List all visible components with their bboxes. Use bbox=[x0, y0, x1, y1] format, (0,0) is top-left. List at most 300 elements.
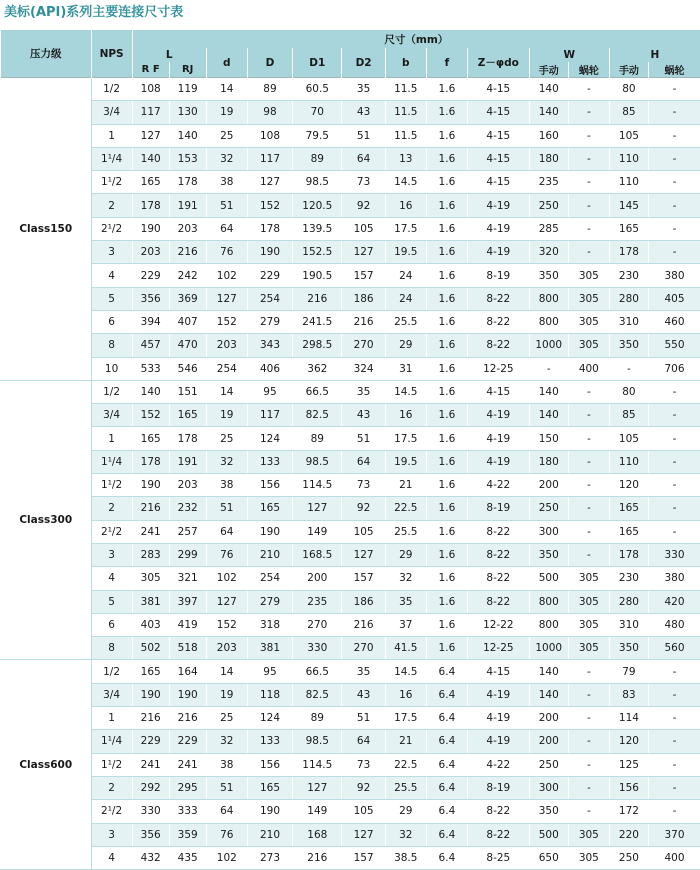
D1-cell: 200 bbox=[293, 567, 342, 590]
b-cell: 25.5 bbox=[385, 310, 426, 333]
l-rj-cell: 216 bbox=[169, 241, 206, 264]
h-worm-cell: 550 bbox=[648, 334, 700, 357]
w-worm-cell: - bbox=[568, 683, 609, 706]
D1-header: D1 bbox=[293, 48, 342, 78]
b-header: b bbox=[385, 48, 426, 78]
b-cell: 24 bbox=[385, 264, 426, 287]
b-cell: 24 bbox=[385, 287, 426, 310]
D-cell: 406 bbox=[247, 357, 292, 380]
b-cell: 19.5 bbox=[385, 241, 426, 264]
w-worm-cell: - bbox=[568, 124, 609, 147]
nps-cell: 3 bbox=[91, 543, 132, 566]
f-cell: 6.4 bbox=[426, 776, 467, 799]
table-row bbox=[1, 846, 700, 869]
l-rf-cell: 330 bbox=[132, 800, 169, 823]
z-phi-do-cell: 4-22 bbox=[467, 474, 529, 497]
l-rj-cell: 191 bbox=[169, 194, 206, 217]
h-worm-cell: - bbox=[648, 730, 700, 753]
table-row bbox=[1, 567, 700, 590]
d-cell: 102 bbox=[206, 846, 247, 869]
w-worm-cell: 305 bbox=[568, 264, 609, 287]
table-header bbox=[1, 30, 700, 78]
nps-cell: 3/4 bbox=[91, 683, 132, 706]
l-rj-cell: 216 bbox=[169, 707, 206, 730]
D1-cell: 139.5 bbox=[293, 217, 342, 240]
l-rj-cell: 130 bbox=[169, 101, 206, 124]
w-worm-cell: - bbox=[568, 730, 609, 753]
h-manual-cell: 156 bbox=[609, 776, 648, 799]
D1-cell: 98.5 bbox=[293, 171, 342, 194]
h-worm-cell: - bbox=[648, 776, 700, 799]
nps-cell: 1¹/2 bbox=[91, 171, 132, 194]
h-manual-cell: 165 bbox=[609, 520, 648, 543]
D1-cell: 60.5 bbox=[293, 78, 342, 101]
l-rj-cell: 419 bbox=[169, 613, 206, 636]
w-worm-cell: 305 bbox=[568, 310, 609, 333]
pressure-class-cell: Class600 bbox=[1, 660, 92, 870]
nps-cell: 1/2 bbox=[91, 380, 132, 403]
table-row bbox=[1, 357, 700, 380]
f-cell: 1.6 bbox=[426, 264, 467, 287]
l-rf-cell: 533 bbox=[132, 357, 169, 380]
f-cell: 1.6 bbox=[426, 637, 467, 660]
w-worm-cell: - bbox=[568, 474, 609, 497]
b-cell: 17.5 bbox=[385, 707, 426, 730]
D2-cell: 105 bbox=[342, 800, 385, 823]
D1-cell: 66.5 bbox=[293, 380, 342, 403]
b-cell: 19.5 bbox=[385, 450, 426, 473]
D2-cell: 127 bbox=[342, 543, 385, 566]
z-phi-do-cell: 4-19 bbox=[467, 241, 529, 264]
w-manual-cell: 160 bbox=[529, 124, 568, 147]
l-rj-cell: 397 bbox=[169, 590, 206, 613]
table-row bbox=[1, 474, 700, 497]
D1-cell: 149 bbox=[293, 520, 342, 543]
z-phi-do-cell: 8-19 bbox=[467, 497, 529, 520]
l-rf-cell: 140 bbox=[132, 147, 169, 170]
z-phi-do-cell: 4-15 bbox=[467, 380, 529, 403]
nps-cell: 1 bbox=[91, 707, 132, 730]
D2-cell: 64 bbox=[342, 730, 385, 753]
w-manual-cell: 1000 bbox=[529, 334, 568, 357]
w-manual-cell: 350 bbox=[529, 800, 568, 823]
f-cell: 1.6 bbox=[426, 567, 467, 590]
h-manual-cell: 80 bbox=[609, 78, 648, 101]
table-row bbox=[1, 660, 700, 683]
z-phi-do-cell: 8-22 bbox=[467, 287, 529, 310]
z-phi-do-cell: 8-22 bbox=[467, 823, 529, 846]
l-rf-cell: 152 bbox=[132, 404, 169, 427]
l-rf-cell: 178 bbox=[132, 450, 169, 473]
nps-cell: 2¹/2 bbox=[91, 217, 132, 240]
l-rj-cell: 119 bbox=[169, 78, 206, 101]
D2-cell: 43 bbox=[342, 404, 385, 427]
f-cell: 1.6 bbox=[426, 287, 467, 310]
D-cell: 152 bbox=[247, 194, 292, 217]
d-cell: 102 bbox=[206, 567, 247, 590]
l-rf-cell: 216 bbox=[132, 497, 169, 520]
D2-cell: 105 bbox=[342, 520, 385, 543]
h-worm-cell: 405 bbox=[648, 287, 700, 310]
h-manual-cell: 105 bbox=[609, 427, 648, 450]
D2-cell: 157 bbox=[342, 264, 385, 287]
l-rf-cell: 432 bbox=[132, 846, 169, 869]
w-worm-cell: - bbox=[568, 800, 609, 823]
b-cell: 25.5 bbox=[385, 776, 426, 799]
D1-cell: 98.5 bbox=[293, 450, 342, 473]
D-cell: 124 bbox=[247, 427, 292, 450]
nps-cell: 1¹/2 bbox=[91, 753, 132, 776]
d-cell: 76 bbox=[206, 241, 247, 264]
b-cell: 14.5 bbox=[385, 660, 426, 683]
D2-cell: 216 bbox=[342, 613, 385, 636]
nps-cell: 4 bbox=[91, 846, 132, 869]
w-worm-cell: - bbox=[568, 78, 609, 101]
w-worm-cell: 305 bbox=[568, 846, 609, 869]
nps-cell: 1 bbox=[91, 427, 132, 450]
w-manual-cell: 140 bbox=[529, 404, 568, 427]
l-rj-cell: 151 bbox=[169, 380, 206, 403]
table-row bbox=[1, 194, 700, 217]
h-worm-cell: 560 bbox=[648, 637, 700, 660]
D-cell: 279 bbox=[247, 590, 292, 613]
D2-cell: 157 bbox=[342, 846, 385, 869]
D-cell: 273 bbox=[247, 846, 292, 869]
D-cell: 156 bbox=[247, 753, 292, 776]
l-rj-cell: 435 bbox=[169, 846, 206, 869]
z-phi-do-cell: 4-15 bbox=[467, 78, 529, 101]
D-cell: 108 bbox=[247, 124, 292, 147]
D1-cell: 190.5 bbox=[293, 264, 342, 287]
D-header: D bbox=[247, 48, 292, 78]
z-phi-do-cell: 8-22 bbox=[467, 543, 529, 566]
w-worm-cell: 305 bbox=[568, 637, 609, 660]
table-row bbox=[1, 730, 700, 753]
D1-cell: 114.5 bbox=[293, 474, 342, 497]
f-cell: 1.6 bbox=[426, 171, 467, 194]
D1-cell: 270 bbox=[293, 613, 342, 636]
nps-cell: 2 bbox=[91, 776, 132, 799]
H-worm-header: 蜗轮 bbox=[648, 62, 700, 78]
w-manual-cell: 1000 bbox=[529, 637, 568, 660]
D1-cell: 362 bbox=[293, 357, 342, 380]
table-row bbox=[1, 78, 700, 101]
L-header: L bbox=[132, 48, 206, 62]
b-cell: 32 bbox=[385, 823, 426, 846]
h-manual-cell: 310 bbox=[609, 310, 648, 333]
f-cell: 1.6 bbox=[426, 497, 467, 520]
h-manual-cell: - bbox=[609, 357, 648, 380]
h-worm-cell: - bbox=[648, 707, 700, 730]
table-row bbox=[1, 800, 700, 823]
h-manual-cell: 105 bbox=[609, 124, 648, 147]
w-manual-cell: 300 bbox=[529, 520, 568, 543]
nps-cell: 3/4 bbox=[91, 101, 132, 124]
w-worm-cell: - bbox=[568, 497, 609, 520]
h-manual-cell: 120 bbox=[609, 474, 648, 497]
W-worm-header: 蜗轮 bbox=[568, 62, 609, 78]
table-row bbox=[1, 264, 700, 287]
w-worm-cell: - bbox=[568, 707, 609, 730]
h-manual-cell: 350 bbox=[609, 334, 648, 357]
nps-cell: 6 bbox=[91, 613, 132, 636]
l-rf-cell: 394 bbox=[132, 310, 169, 333]
w-manual-cell: 140 bbox=[529, 683, 568, 706]
h-worm-cell: 380 bbox=[648, 567, 700, 590]
D1-cell: 241.5 bbox=[293, 310, 342, 333]
D-cell: 117 bbox=[247, 147, 292, 170]
table-row bbox=[1, 334, 700, 357]
w-manual-cell: 800 bbox=[529, 287, 568, 310]
D-cell: 117 bbox=[247, 404, 292, 427]
d-cell: 38 bbox=[206, 753, 247, 776]
b-cell: 11.5 bbox=[385, 101, 426, 124]
h-worm-cell: - bbox=[648, 660, 700, 683]
w-worm-cell: - bbox=[568, 194, 609, 217]
D1-cell: 70 bbox=[293, 101, 342, 124]
nps-cell: 8 bbox=[91, 334, 132, 357]
d-cell: 152 bbox=[206, 613, 247, 636]
w-manual-cell: 140 bbox=[529, 101, 568, 124]
page-title: 美标(API)系列主要连接尺寸表 bbox=[0, 0, 700, 30]
h-manual-cell: 165 bbox=[609, 217, 648, 240]
l-rf-cell: 356 bbox=[132, 287, 169, 310]
z-phi-do-cell: 4-19 bbox=[467, 730, 529, 753]
l-rf-cell: 165 bbox=[132, 427, 169, 450]
w-manual-cell: 800 bbox=[529, 590, 568, 613]
table-row bbox=[1, 683, 700, 706]
table-row bbox=[1, 707, 700, 730]
w-manual-cell: - bbox=[529, 357, 568, 380]
nps-cell: 1¹/4 bbox=[91, 450, 132, 473]
D2-cell: 64 bbox=[342, 450, 385, 473]
f-cell: 1.6 bbox=[426, 613, 467, 636]
D1-cell: 98.5 bbox=[293, 730, 342, 753]
f-cell: 1.6 bbox=[426, 78, 467, 101]
l-rf-cell: 305 bbox=[132, 567, 169, 590]
b-cell: 16 bbox=[385, 404, 426, 427]
D2-header: D2 bbox=[342, 48, 385, 78]
z-phi-do-cell: 4-19 bbox=[467, 683, 529, 706]
l-rj-cell: 191 bbox=[169, 450, 206, 473]
h-manual-cell: 83 bbox=[609, 683, 648, 706]
z-phi-do-cell: 8-22 bbox=[467, 590, 529, 613]
h-manual-cell: 230 bbox=[609, 264, 648, 287]
table-row bbox=[1, 101, 700, 124]
D1-cell: 216 bbox=[293, 846, 342, 869]
b-cell: 16 bbox=[385, 683, 426, 706]
d-cell: 64 bbox=[206, 520, 247, 543]
D2-cell: 270 bbox=[342, 334, 385, 357]
h-manual-cell: 178 bbox=[609, 241, 648, 264]
b-cell: 37 bbox=[385, 613, 426, 636]
D2-cell: 157 bbox=[342, 567, 385, 590]
w-worm-cell: - bbox=[568, 520, 609, 543]
D-cell: 279 bbox=[247, 310, 292, 333]
d-cell: 14 bbox=[206, 78, 247, 101]
D-cell: 133 bbox=[247, 450, 292, 473]
w-worm-cell: - bbox=[568, 753, 609, 776]
table-row bbox=[1, 124, 700, 147]
h-manual-cell: 220 bbox=[609, 823, 648, 846]
w-manual-cell: 250 bbox=[529, 194, 568, 217]
D2-cell: 73 bbox=[342, 753, 385, 776]
l-rj-cell: 178 bbox=[169, 171, 206, 194]
w-manual-cell: 180 bbox=[529, 147, 568, 170]
w-manual-cell: 800 bbox=[529, 310, 568, 333]
l-rj-cell: 153 bbox=[169, 147, 206, 170]
nps-header: NPS bbox=[91, 30, 132, 78]
h-worm-cell: - bbox=[648, 147, 700, 170]
d-cell: 51 bbox=[206, 776, 247, 799]
h-manual-cell: 145 bbox=[609, 194, 648, 217]
f-cell: 1.6 bbox=[426, 590, 467, 613]
H-header: H bbox=[609, 48, 700, 62]
table-row bbox=[1, 380, 700, 403]
z-phi-do-cell: 8-22 bbox=[467, 567, 529, 590]
D-cell: 210 bbox=[247, 823, 292, 846]
D-cell: 165 bbox=[247, 776, 292, 799]
w-worm-cell: 305 bbox=[568, 613, 609, 636]
h-manual-cell: 172 bbox=[609, 800, 648, 823]
f-cell: 1.6 bbox=[426, 217, 467, 240]
table-row bbox=[1, 450, 700, 473]
d-cell: 14 bbox=[206, 660, 247, 683]
w-manual-cell: 350 bbox=[529, 543, 568, 566]
w-worm-cell: - bbox=[568, 404, 609, 427]
nps-cell: 4 bbox=[91, 264, 132, 287]
h-manual-cell: 110 bbox=[609, 450, 648, 473]
table-row bbox=[1, 637, 700, 660]
D-cell: 254 bbox=[247, 287, 292, 310]
nps-cell: 5 bbox=[91, 287, 132, 310]
h-worm-cell: 370 bbox=[648, 823, 700, 846]
b-cell: 21 bbox=[385, 474, 426, 497]
D-cell: 210 bbox=[247, 543, 292, 566]
f-cell: 1.6 bbox=[426, 427, 467, 450]
z-phi-do-cell: 4-19 bbox=[467, 707, 529, 730]
nps-cell: 2¹/2 bbox=[91, 800, 132, 823]
f-cell: 6.4 bbox=[426, 660, 467, 683]
w-manual-cell: 500 bbox=[529, 567, 568, 590]
l-rf-cell: 241 bbox=[132, 520, 169, 543]
l-rf-cell: 190 bbox=[132, 474, 169, 497]
D-cell: 95 bbox=[247, 660, 292, 683]
D2-cell: 43 bbox=[342, 101, 385, 124]
f-cell: 1.6 bbox=[426, 474, 467, 497]
D1-cell: 127 bbox=[293, 776, 342, 799]
h-worm-cell: - bbox=[648, 427, 700, 450]
f-cell: 6.4 bbox=[426, 823, 467, 846]
D1-cell: 168.5 bbox=[293, 543, 342, 566]
l-rj-cell: 164 bbox=[169, 660, 206, 683]
l-rj-cell: 242 bbox=[169, 264, 206, 287]
d-cell: 76 bbox=[206, 823, 247, 846]
h-manual-cell: 114 bbox=[609, 707, 648, 730]
h-manual-cell: 310 bbox=[609, 613, 648, 636]
D-cell: 133 bbox=[247, 730, 292, 753]
D-cell: 381 bbox=[247, 637, 292, 660]
h-worm-cell: 400 bbox=[648, 846, 700, 869]
table-row bbox=[1, 171, 700, 194]
D2-cell: 92 bbox=[342, 776, 385, 799]
h-manual-cell: 350 bbox=[609, 637, 648, 660]
d-cell: 76 bbox=[206, 543, 247, 566]
w-worm-cell: - bbox=[568, 147, 609, 170]
D2-cell: 186 bbox=[342, 590, 385, 613]
h-worm-cell: - bbox=[648, 194, 700, 217]
D2-cell: 35 bbox=[342, 78, 385, 101]
l-rf-cell: 502 bbox=[132, 637, 169, 660]
w-manual-cell: 235 bbox=[529, 171, 568, 194]
f-cell: 1.6 bbox=[426, 124, 467, 147]
b-cell: 17.5 bbox=[385, 427, 426, 450]
z-phi-do-cell: 12-22 bbox=[467, 613, 529, 636]
z-header: Z－φdo bbox=[467, 48, 529, 78]
l-rf-cell: 108 bbox=[132, 78, 169, 101]
b-cell: 11.5 bbox=[385, 78, 426, 101]
D-cell: 98 bbox=[247, 101, 292, 124]
w-worm-cell: 305 bbox=[568, 590, 609, 613]
h-manual-cell: 280 bbox=[609, 590, 648, 613]
h-manual-cell: 110 bbox=[609, 147, 648, 170]
b-cell: 13 bbox=[385, 147, 426, 170]
h-worm-cell: - bbox=[648, 78, 700, 101]
l-rj-cell: 178 bbox=[169, 427, 206, 450]
D-cell: 118 bbox=[247, 683, 292, 706]
z-phi-do-cell: 8-22 bbox=[467, 800, 529, 823]
table-row bbox=[1, 823, 700, 846]
nps-cell: 1/2 bbox=[91, 78, 132, 101]
l-rj-cell: 546 bbox=[169, 357, 206, 380]
z-phi-do-cell: 4-19 bbox=[467, 427, 529, 450]
D-cell: 127 bbox=[247, 171, 292, 194]
d-cell: 51 bbox=[206, 194, 247, 217]
l-rf-cell: 165 bbox=[132, 171, 169, 194]
d-cell: 102 bbox=[206, 264, 247, 287]
l-rf-cell: 283 bbox=[132, 543, 169, 566]
w-manual-cell: 200 bbox=[529, 730, 568, 753]
D-cell: 156 bbox=[247, 474, 292, 497]
b-cell: 38.5 bbox=[385, 846, 426, 869]
f-cell: 1.6 bbox=[426, 404, 467, 427]
w-worm-cell: - bbox=[568, 427, 609, 450]
d-cell: 51 bbox=[206, 497, 247, 520]
w-manual-cell: 500 bbox=[529, 823, 568, 846]
nps-cell: 2¹/2 bbox=[91, 520, 132, 543]
nps-cell: 1 bbox=[91, 124, 132, 147]
D2-cell: 35 bbox=[342, 660, 385, 683]
w-manual-cell: 140 bbox=[529, 380, 568, 403]
table-row bbox=[1, 241, 700, 264]
l-rf-cell: 241 bbox=[132, 753, 169, 776]
table-row bbox=[1, 543, 700, 566]
nps-cell: 10 bbox=[91, 357, 132, 380]
h-worm-cell: 460 bbox=[648, 310, 700, 333]
d-cell: 19 bbox=[206, 683, 247, 706]
D1-cell: 216 bbox=[293, 287, 342, 310]
f-cell: 6.4 bbox=[426, 707, 467, 730]
w-manual-cell: 140 bbox=[529, 660, 568, 683]
w-manual-cell: 350 bbox=[529, 264, 568, 287]
z-phi-do-cell: 8-19 bbox=[467, 264, 529, 287]
z-phi-do-cell: 4-19 bbox=[467, 194, 529, 217]
z-phi-do-cell: 12-25 bbox=[467, 357, 529, 380]
l-rj-cell: 470 bbox=[169, 334, 206, 357]
W-header: W bbox=[529, 48, 609, 62]
D-cell: 178 bbox=[247, 217, 292, 240]
w-worm-cell: 400 bbox=[568, 357, 609, 380]
